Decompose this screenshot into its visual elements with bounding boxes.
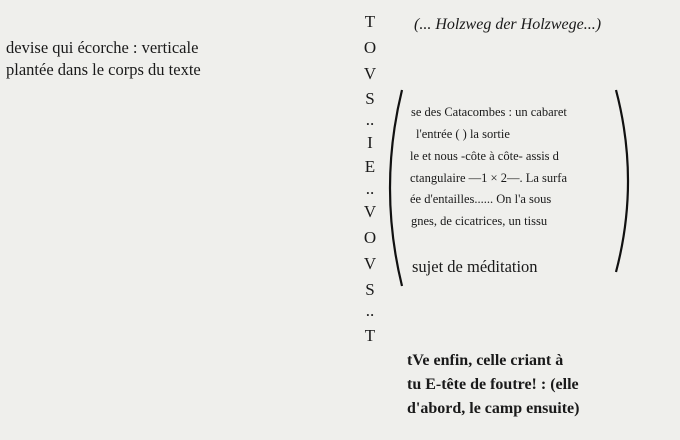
vertical-letter: O [363, 228, 377, 247]
boxed-line-6: gnes, de cicatrices, un tissu [411, 214, 548, 228]
vertical-letter: V [363, 254, 377, 273]
vertical-letter: .. [365, 179, 375, 198]
left-caption-line-1: devise qui écorche : verticale [6, 38, 199, 57]
bottom-line-3: d'abord, le camp ensuite) [407, 400, 580, 417]
boxed-line-2: l'entrée ( ) la sortie [416, 127, 510, 141]
vertical-letter: O [363, 38, 377, 57]
left-caption [6, 37, 201, 81]
vertical-letter: E [364, 157, 376, 176]
boxed-line-3: le et nous -côte à côte- assis d [410, 149, 559, 163]
header-italic: (... Holzweg der Holzwege...) [414, 16, 602, 33]
boxed-line-5: ée d'entailles...... On l'a sous [410, 192, 552, 206]
vertical-letter: S [365, 280, 375, 299]
right-parenthesis [612, 88, 642, 274]
vertical-letter: .. [365, 110, 375, 129]
sujet-line: sujet de méditation [412, 257, 538, 276]
vertical-letter: T [364, 326, 376, 345]
vertical-letter: T [364, 12, 376, 31]
vertical-letter: S [365, 89, 375, 108]
bottom-line-2: tu E-tête de foutre! : (elle [407, 376, 579, 393]
vertical-letter: V [363, 64, 377, 83]
vertical-letter: .. [365, 301, 375, 320]
left-caption-line-2: plantée dans le corps du texte [6, 60, 201, 79]
vertical-letter: I [367, 133, 373, 152]
bottom-line-1: tVe enfin, celle criant à [407, 352, 564, 369]
boxed-line-1: se des Catacombes : un cabaret [411, 105, 567, 119]
boxed-line-4: ctangulaire —1 × 2—. La surfa [410, 171, 567, 185]
left-parenthesis [376, 88, 406, 288]
vertical-letter: V [363, 202, 377, 221]
